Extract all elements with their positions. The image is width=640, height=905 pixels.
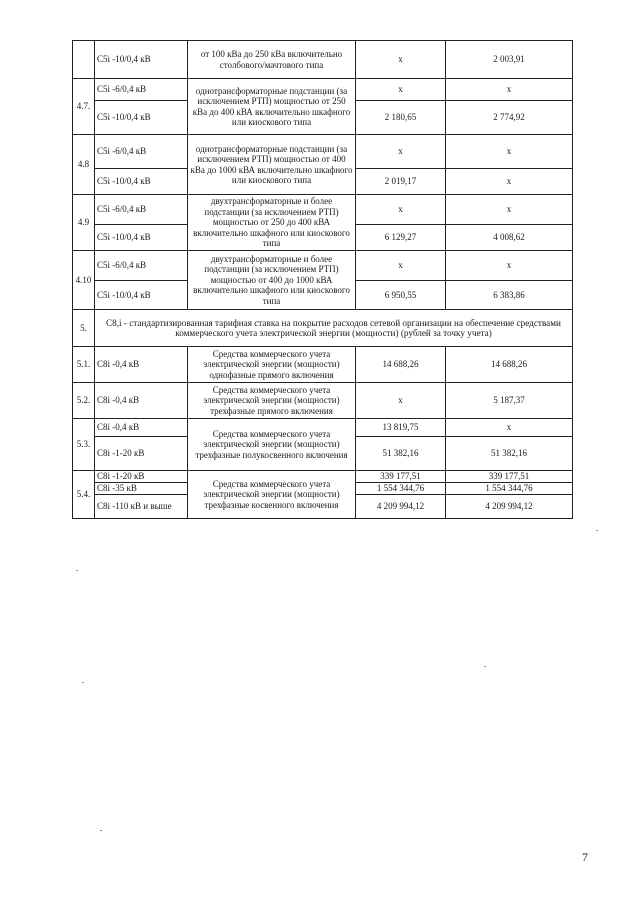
code-cell: C8i -0,4 кВ [95,383,188,419]
description-cell: от 100 кВа до 250 кВа включительно столбового/мачтового типа [188,41,356,79]
value-cell: 4 209 994,12 [356,495,446,519]
row-number-cell: 4.7. [73,79,95,135]
code-cell: C8i -110 кВ и выше [95,495,188,519]
value-cell: 4 209 994,12 [446,495,573,519]
table-row [73,383,573,419]
row-number-cell: 5.3. [73,419,95,471]
scan-speck [596,530,598,531]
code-cell: C5i -6/0,4 кВ [95,251,188,281]
code-cell: C8i -1-20 кВ [95,471,188,483]
value-cell: х [356,195,446,225]
value-cell: 13 819,75 [356,419,446,437]
row-number-cell: 5.2. [73,383,95,419]
row-number-cell: 4.9 [73,195,95,251]
page-number: 7 [582,850,588,864]
code-cell: C5i -10/0,4 кВ [95,169,188,195]
description-cell: двухтрансформаторные и более подстанции (за исключением РТП) мощностью от 400 до 1000 кВА включительно шкафного или киоскового типа [188,251,356,310]
value-cell: 339 177,51 [446,471,573,483]
table-row [73,419,573,437]
code-cell: C5i -10/0,4 кВ [95,101,188,135]
code-cell: C5i -6/0,4 кВ [95,135,188,169]
code-cell: C8i -35 кВ [95,483,188,495]
table-row [73,135,573,169]
section-row [73,310,573,347]
table-row [73,79,573,101]
scan-speck [76,570,78,571]
description-cell: однотрансформаторные подстанции (за исключением РТП) мощностью от 400 кВа до 1000 кВА включительно шкафного или киоскового типа [188,135,356,195]
description-cell: Средства коммерческого учета электрической энергии (мощности) трехфазные полукосвенного включения [188,419,356,471]
value-cell: 6 383,86 [446,281,573,310]
table-row [73,41,573,79]
value-cell: х [446,169,573,195]
value-cell: х [446,195,573,225]
value-cell: х [446,251,573,281]
value-cell: 51 382,16 [356,437,446,471]
row-number-cell: 4.8 [73,135,95,195]
code-cell: C8i -0,4 кВ [95,347,188,383]
code-cell: C5i -10/0,4 кВ [95,41,188,79]
scan-speck [484,666,486,667]
value-cell: 1 554 344,76 [356,483,446,495]
code-cell: C5i -6/0,4 кВ [95,79,188,101]
value-cell: х [356,135,446,169]
value-cell: 339 177,51 [356,471,446,483]
value-cell: х [356,383,446,419]
value-cell: 2 003,91 [446,41,573,79]
value-cell: 4 008,62 [446,225,573,251]
tariff-table [72,40,573,519]
value-cell: х [446,79,573,101]
scan-speck [100,830,102,831]
table-row [73,471,573,483]
row-number-cell: 5.4. [73,471,95,519]
value-cell: х [356,41,446,79]
value-cell: 51 382,16 [446,437,573,471]
code-cell: C8i -0,4 кВ [95,419,188,437]
description-cell: однотрансформаторные подстанции (за исключением РТП) мощностью от 250 кВа до 400 кВА включительно шкафного или киоскового типа [188,79,356,135]
value-cell: 5 187,37 [446,383,573,419]
code-cell: C5i -6/0,4 кВ [95,195,188,225]
description-cell: двухтрансформаторные и более подстанции (за исключением РТП) мощностью от 250 до 400 кВА включительно шкафного или киоскового типа [188,195,356,251]
description-cell: Средства коммерческого учета электрической энергии (мощности) трехфазные прямого включения [188,383,356,419]
value-cell: 14 688,26 [356,347,446,383]
description-cell: Средства коммерческого учета электрической энергии (мощности) трехфазные косвенного включения [188,471,356,519]
row-number-cell: 4.10 [73,251,95,310]
value-cell: х [356,79,446,101]
value-cell: х [446,135,573,169]
code-cell: C8i -1-20 кВ [95,437,188,471]
value-cell: 14 688,26 [446,347,573,383]
description-cell: Средства коммерческого учета электрической энергии (мощности) однофазные прямого включения [188,347,356,383]
value-cell: 2 774,92 [446,101,573,135]
value-cell: 6 950,55 [356,281,446,310]
table-row [73,195,573,225]
value-cell: х [446,419,573,437]
table-row [73,251,573,281]
code-cell: C5i -10/0,4 кВ [95,225,188,251]
scan-speck [82,682,84,683]
value-cell: х [356,251,446,281]
row-number-cell [73,41,95,79]
value-cell: 6 129,27 [356,225,446,251]
code-cell: C5i -10/0,4 кВ [95,281,188,310]
section-title: C8,i - стандартизированная тарифная ставка на покрытие расходов сетевой организации на обеспечение средствами коммерческого учета электрической энергии (мощности) (рублей за точку учета) [95,310,573,347]
row-number-cell: 5.1. [73,347,95,383]
value-cell: 1 554 344,76 [446,483,573,495]
table-row [73,347,573,383]
row-number-cell: 5. [73,310,95,347]
value-cell: 2 019,17 [356,169,446,195]
value-cell: 2 180,65 [356,101,446,135]
